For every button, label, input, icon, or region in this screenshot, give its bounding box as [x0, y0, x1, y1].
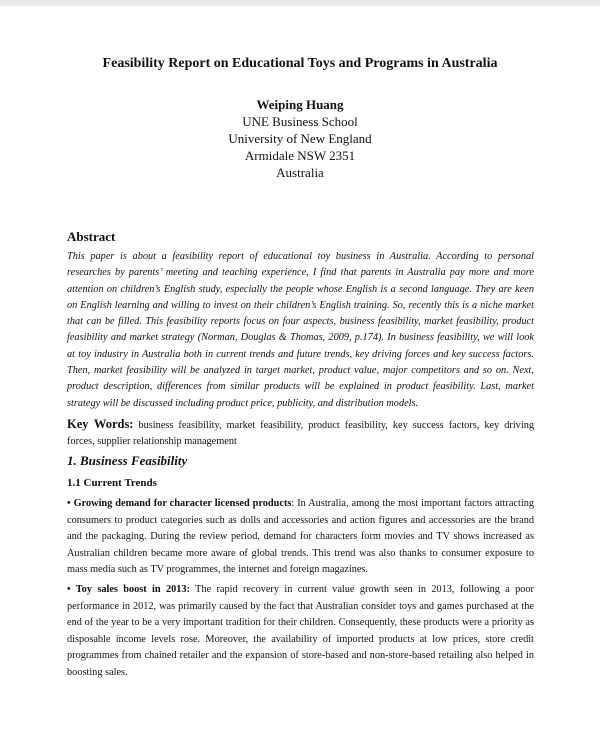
author-affiliation-country: Australia [276, 165, 324, 180]
paragraph-lead: • Toy sales boost in 2013: [67, 584, 190, 595]
paragraph-text: The rapid recovery in current value growth seen in 2013, following a poor performance in 2012, was primarily caused by the fact that Australian consider toys and games purchased at the end of the year to be a very important tradition for their children. Consequently, these products were a priority as disposable income levels rose. Moreover, the availability of imported products at low prices, store credit programmes from chained retailer and the expansion of store-based and non-store-based retailing also helped in boosting sales. [67, 584, 534, 678]
subsection-heading: 1.1 Current Trends [67, 477, 157, 489]
author-affiliation-university: University of New England [228, 131, 372, 146]
author-affiliation-school: UNE Business School [242, 114, 358, 129]
document-title: Feasibility Report on Educational Toys and Programs in Australia [102, 56, 498, 71]
author-name: Weiping Huang [256, 97, 344, 112]
keywords-text: business feasibility, market feasibility, product feasibility, key success factors, key driving forces, supplier relationship management [67, 420, 534, 447]
section-heading: 1. Business Feasibility [67, 453, 188, 468]
paragraph-character-licensed [67, 496, 534, 579]
top-edge-bar [0, 0, 600, 6]
keywords-label: Key Words: [67, 417, 134, 431]
author-block [0, 96, 600, 181]
keywords [67, 416, 534, 450]
abstract-body: This paper is about a feasibility report of educational toy business in Australia. According to personal researches by parents’ meeting and teaching experience, I find that parents in Australia pay more and more attention on children’s English study, especially the people whose English is a second language. They are keen on English learning and willing to invest on their children’s English training. So, recently this is a niche market that can be filled. This feasibility reports focus on four aspects, business feasibility, market feasibility, product feasibility and market strategy (Norman, Douglas & Thomas, 2009, p.174). In business feasibility, we will look at toy industry in Australia both in current trends and future trends, key driving forces and key success factors. Then, market feasibility will be analyzed in target market, product value, major competitors and so on. Next, product description, differences from similar products will be explained in product feasibility. Last, market strategy will be discussed including product price, publicity, and distribution models. [67, 251, 534, 409]
abstract-heading: Abstract [67, 229, 116, 244]
paragraph-lead: • Growing demand for character licensed products [67, 498, 292, 509]
paragraph-toy-sales [67, 582, 534, 681]
author-affiliation-city: Armidale NSW 2351 [244, 148, 356, 163]
paragraph-text: : In Australia, among the most important factors attracting consumers to product categories such as dolls and accessories and action figures and accessories are the brand and the packaging. During the review period, demand for characters form movies and TV shows increased as Australian children became more aware of global trends. This trend was also thanks to consumer exposure to mass media such as TV programmes, the internet and foreign magazines. [67, 498, 535, 575]
